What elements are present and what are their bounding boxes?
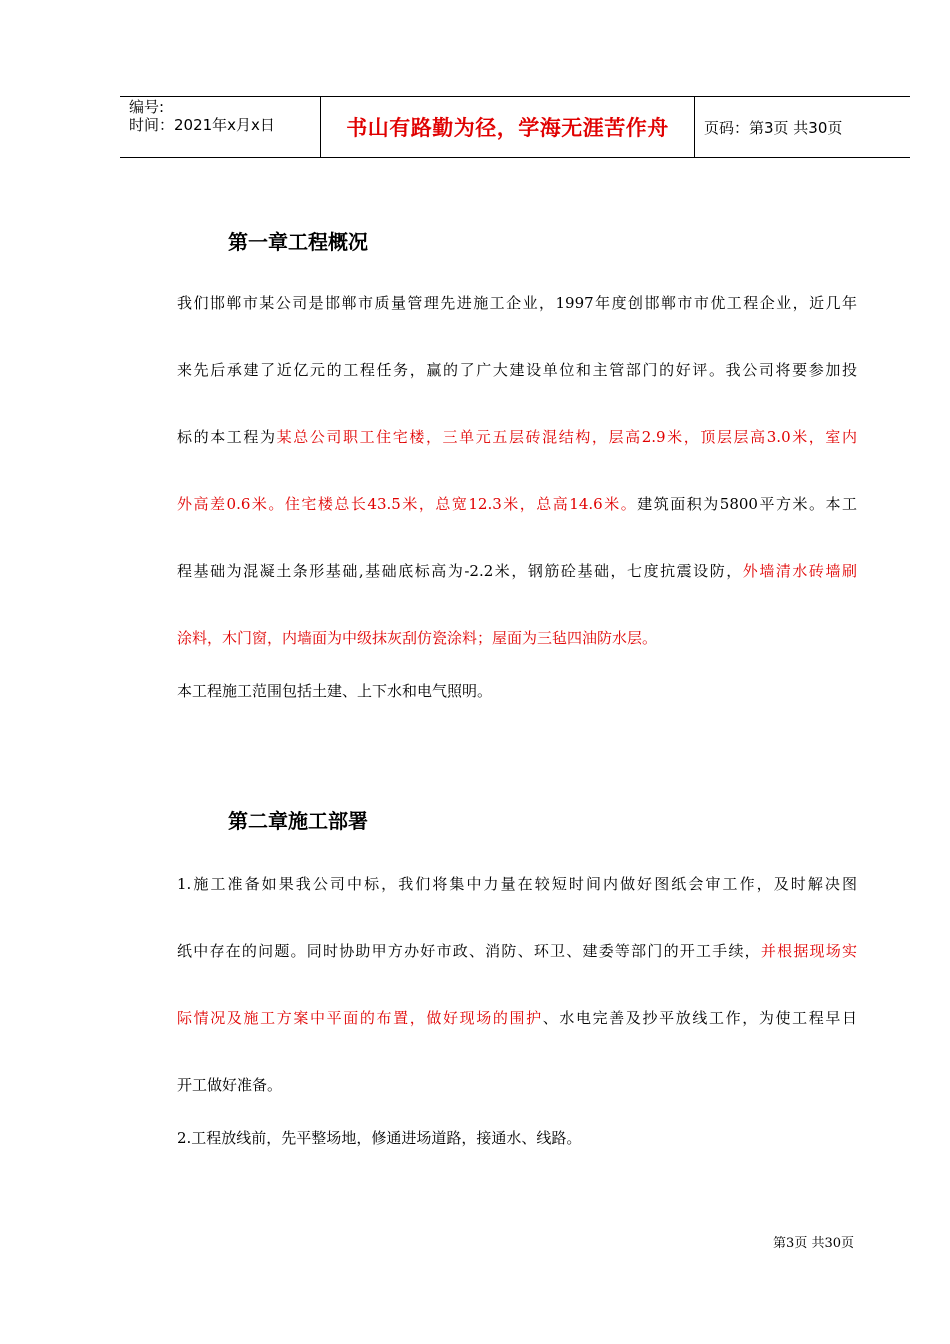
page-footer: 第3页 共30页 (773, 1236, 854, 1251)
paragraph-line: 程基础为混凝土条形基础,基础底标高为-2.2米，钢筋砼基础，七度抗震设防，外墙清水砖墙刷 (177, 562, 857, 580)
header-left-cell (120, 97, 321, 157)
header-middle-cell (321, 97, 695, 157)
chapter1-title: 第一章工程概况 (228, 230, 368, 254)
chapter2-paragraph (177, 851, 857, 1119)
header-right-cell (695, 97, 910, 157)
paragraph-line: 纸中存在的问题。同时协助甲方办好市政、消防、环卫、建委等部门的开工手续，并根据现场实 (177, 942, 857, 960)
paragraph-line: 标的本工程为某总公司职工住宅楼，三单元五层砖混结构，层高2.9米，顶层层高3.0米，室内 (177, 428, 857, 446)
number-label: 编号: (129, 98, 165, 116)
paragraph-line: 我们邯郸市某公司是邯郸市质量管理先进施工企业，1997年度创邯郸市市优工程企业，近几年 (177, 294, 857, 312)
paragraph-line: 际情况及施工方案中平面的布置，做好现场的围护、水电完善及抄平放线工作，为使工程早日 (177, 1009, 857, 1027)
motto: 书山有路勤为径，学海无涯苦作舟 (346, 116, 669, 140)
page-header (120, 96, 910, 158)
page-label: 页码：第3页 共30页 (704, 118, 843, 137)
chapter2-title: 第二章施工部署 (228, 809, 368, 833)
paragraph-line: 外高差0.6米。住宅楼总长43.5米，总宽12.3米，总高14.6米。建筑面积为5800平方米。本工 (177, 495, 857, 513)
paragraph-line: 涂料，木门窗，内墙面为中级抹灰刮仿瓷涂料；屋面为三毡四油防水层。 (177, 629, 658, 647)
chapter1-paragraph (177, 270, 857, 672)
paragraph-line: 1.施工准备如果我公司中标，我们将集中力量在较短时间内做好图纸会审工作，及时解决图 (177, 875, 857, 893)
time-label: 时间：2021年x月x日 (129, 116, 275, 134)
paragraph-line: 来先后承建了近亿元的工程任务，赢的了广大建设单位和主管部门的好评。我公司将要参加投 (177, 361, 857, 379)
scope-text: 本工程施工范围包括土建、上下水和电气照明。 (177, 682, 493, 700)
item2-text: 2.工程放线前，先平整场地，修通进场道路，接通水、线路。 (177, 1129, 582, 1147)
paragraph-line: 开工做好准备。 (177, 1076, 283, 1094)
